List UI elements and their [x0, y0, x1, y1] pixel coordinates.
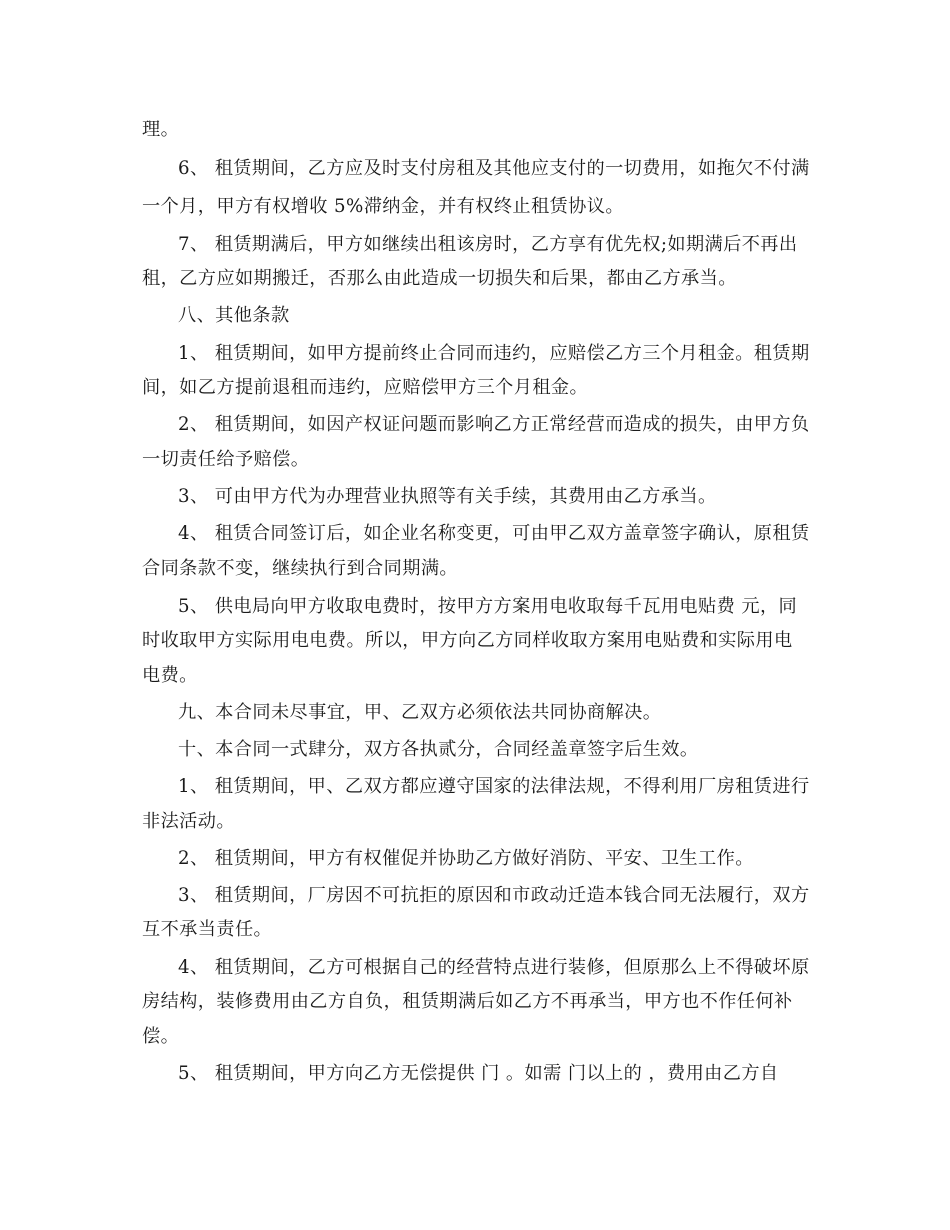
clause-8-4-line-1: 4、 租赁合同签订后，如企业名称变更，可由甲乙双方盖章签字确认，原租赁 [178, 523, 810, 544]
section-heading-8: 八、其他条款 [178, 305, 290, 326]
clause-6-line-2: 一个月，甲方有权增收 5%滞纳金，并有权终止租赁协议。 [142, 196, 624, 217]
clause-10-4-line-1: 4、 租赁期间，乙方可根据自己的经营特点进行装修，但原那么上不得破坏原 [178, 957, 810, 978]
clause-6-line-1: 6、 租赁期间，乙方应及时支付房租及其他应支付的一切费用，如拖欠不付满 [178, 158, 810, 179]
text-line: 理。 [142, 119, 180, 140]
clause-10-4-line-3: 偿。 [142, 1026, 180, 1047]
clause-8-5-line-1: 5、 供电局向甲方收取电费时，按甲方方案用电收取每千瓦用电贴费 元，同 [178, 596, 798, 617]
clause-8-5-line-2: 时收取甲方实际用电电费。所以，甲方向乙方同样收取方案用电贴费和实际用电 [142, 630, 793, 651]
clause-10-2-line-1: 2、 租赁期间，甲方有权催促并协助乙方做好消防、平安、卫生工作。 [178, 848, 754, 869]
clause-10-5-line-1: 5、 租赁期间，甲方向乙方无偿提供 门 。如需 门以上的 ，费用由乙方自 [178, 1063, 779, 1084]
clause-8-3-line-1: 3、 可由甲方代为办理营业执照等有关手续，其费用由乙方承当。 [178, 486, 717, 507]
clause-8-5-line-3: 电费。 [142, 665, 198, 686]
clause-10-3-line-1: 3、 租赁期间，厂房因不可抗拒的原因和市政动迁造本钱合同无法履行，双方 [178, 885, 810, 906]
clause-8-2-line-1: 2、 租赁期间，如因产权证问题而影响乙方正常经营而造成的损失，由甲方负 [178, 414, 810, 435]
section-heading-9: 九、本合同未尽事宜，甲、乙双方必须依法共同协商解决。 [178, 702, 662, 723]
clause-10-1-line-1: 1、 租赁期间，甲、乙双方都应遵守国家的法律法规，不得利用厂房租赁进行 [178, 776, 810, 797]
clause-10-4-line-2: 房结构，装修费用由乙方自负，租赁期满后如乙方不再承当，甲方也不作任何补 [142, 991, 793, 1012]
clause-10-3-line-2: 互不承当责任。 [142, 919, 273, 940]
clause-7-line-1: 7、 租赁期满后，甲方如继续出租该房时，乙方享有优先权;如期满后不再出 [178, 234, 798, 255]
clause-8-4-line-2: 合同条款不变，继续执行到合同期满。 [142, 558, 458, 579]
section-heading-10: 十、本合同一式肆分，双方各执贰分，合同经盖章签字后生效。 [178, 739, 699, 760]
clause-10-1-line-2: 非法活动。 [142, 811, 235, 832]
clause-8-2-line-2: 一切责任给予赔偿。 [142, 449, 310, 470]
clause-8-1-line-1: 1、 租赁期间，如甲方提前终止合同而违约，应赔偿乙方三个月租金。租赁期 [178, 343, 810, 364]
clause-7-line-2: 租，乙方应如期搬迁，否那么由此造成一切损失和后果，都由乙方承当。 [142, 268, 737, 289]
clause-8-1-line-2: 间，如乙方提前退租而违约，应赔偿甲方三个月租金。 [142, 377, 589, 398]
